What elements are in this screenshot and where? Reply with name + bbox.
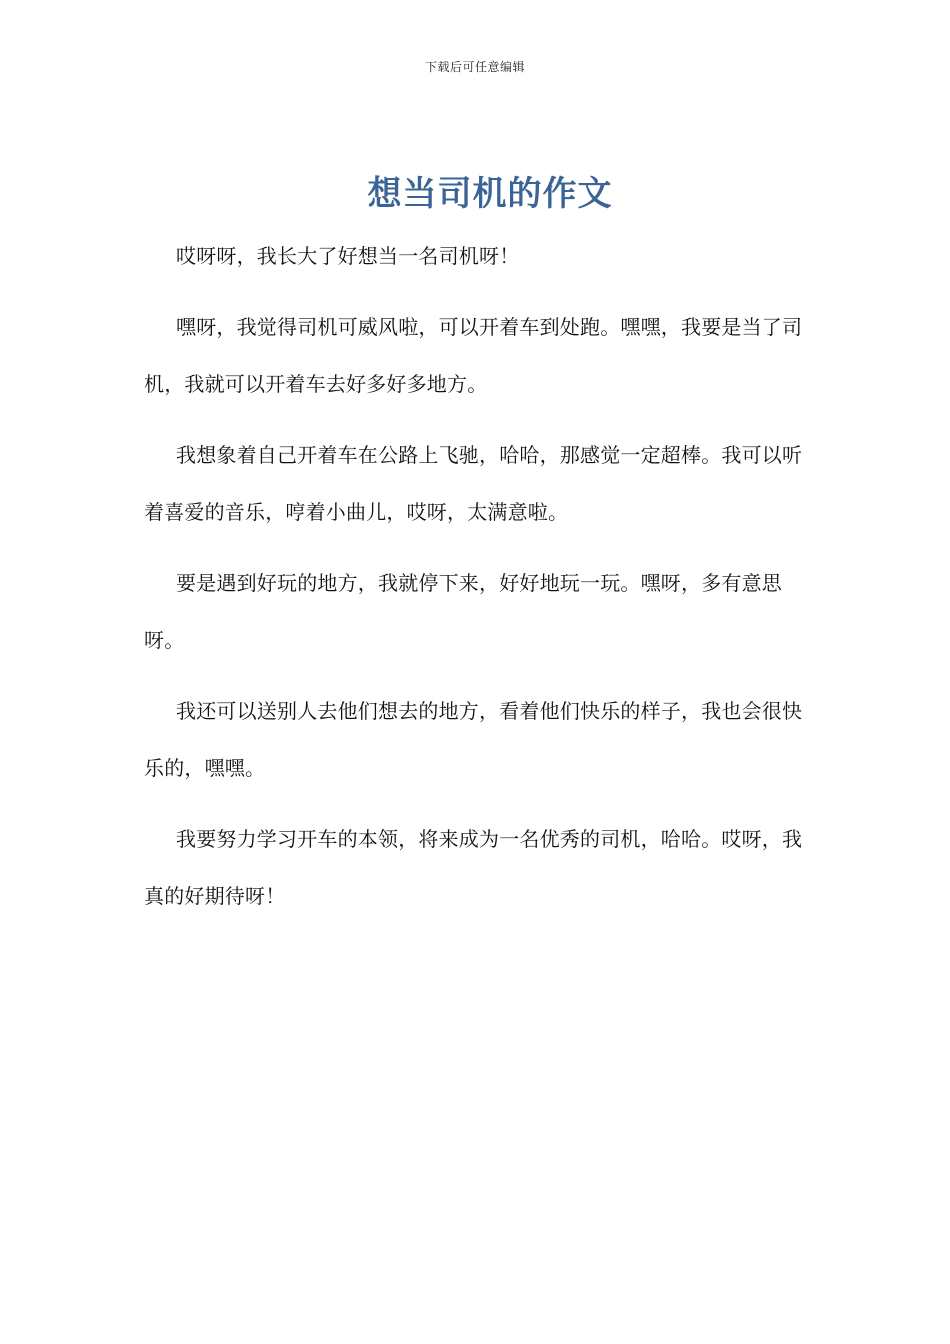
paragraph-5: 我还可以送别人去他们想去的地方，看着他们快乐的样子，我也会很快乐的，嘿嘿。 [144, 699, 803, 780]
paragraph-1: 哎呀呀，我长大了好想当一名司机呀！ [176, 244, 520, 268]
paragraph-3: 我想象着自己开着车在公路上飞驰，哈哈，那感觉一定超棒。我可以听着喜爱的音乐，哼着小曲儿，哎呀，太满意啦。 [144, 443, 803, 524]
essay-body [144, 228, 804, 939]
page-title: 想当司机的作文 [367, 174, 613, 214]
header-note: 下载后可任意编辑 [424, 60, 525, 74]
paragraph-4: 要是遇到好玩的地方，我就停下来，好好地玩一玩。嘿呀，多有意思呀。 [144, 571, 782, 652]
paragraph-6: 我要努力学习开车的本领，将来成为一名优秀的司机，哈哈。哎呀，我真的好期待呀！ [144, 827, 803, 908]
paragraph-2: 嘿呀，我觉得司机可威风啦，可以开着车到处跑。嘿嘿，我要是当了司机，我就可以开着车去好多好多地方。 [144, 315, 803, 396]
